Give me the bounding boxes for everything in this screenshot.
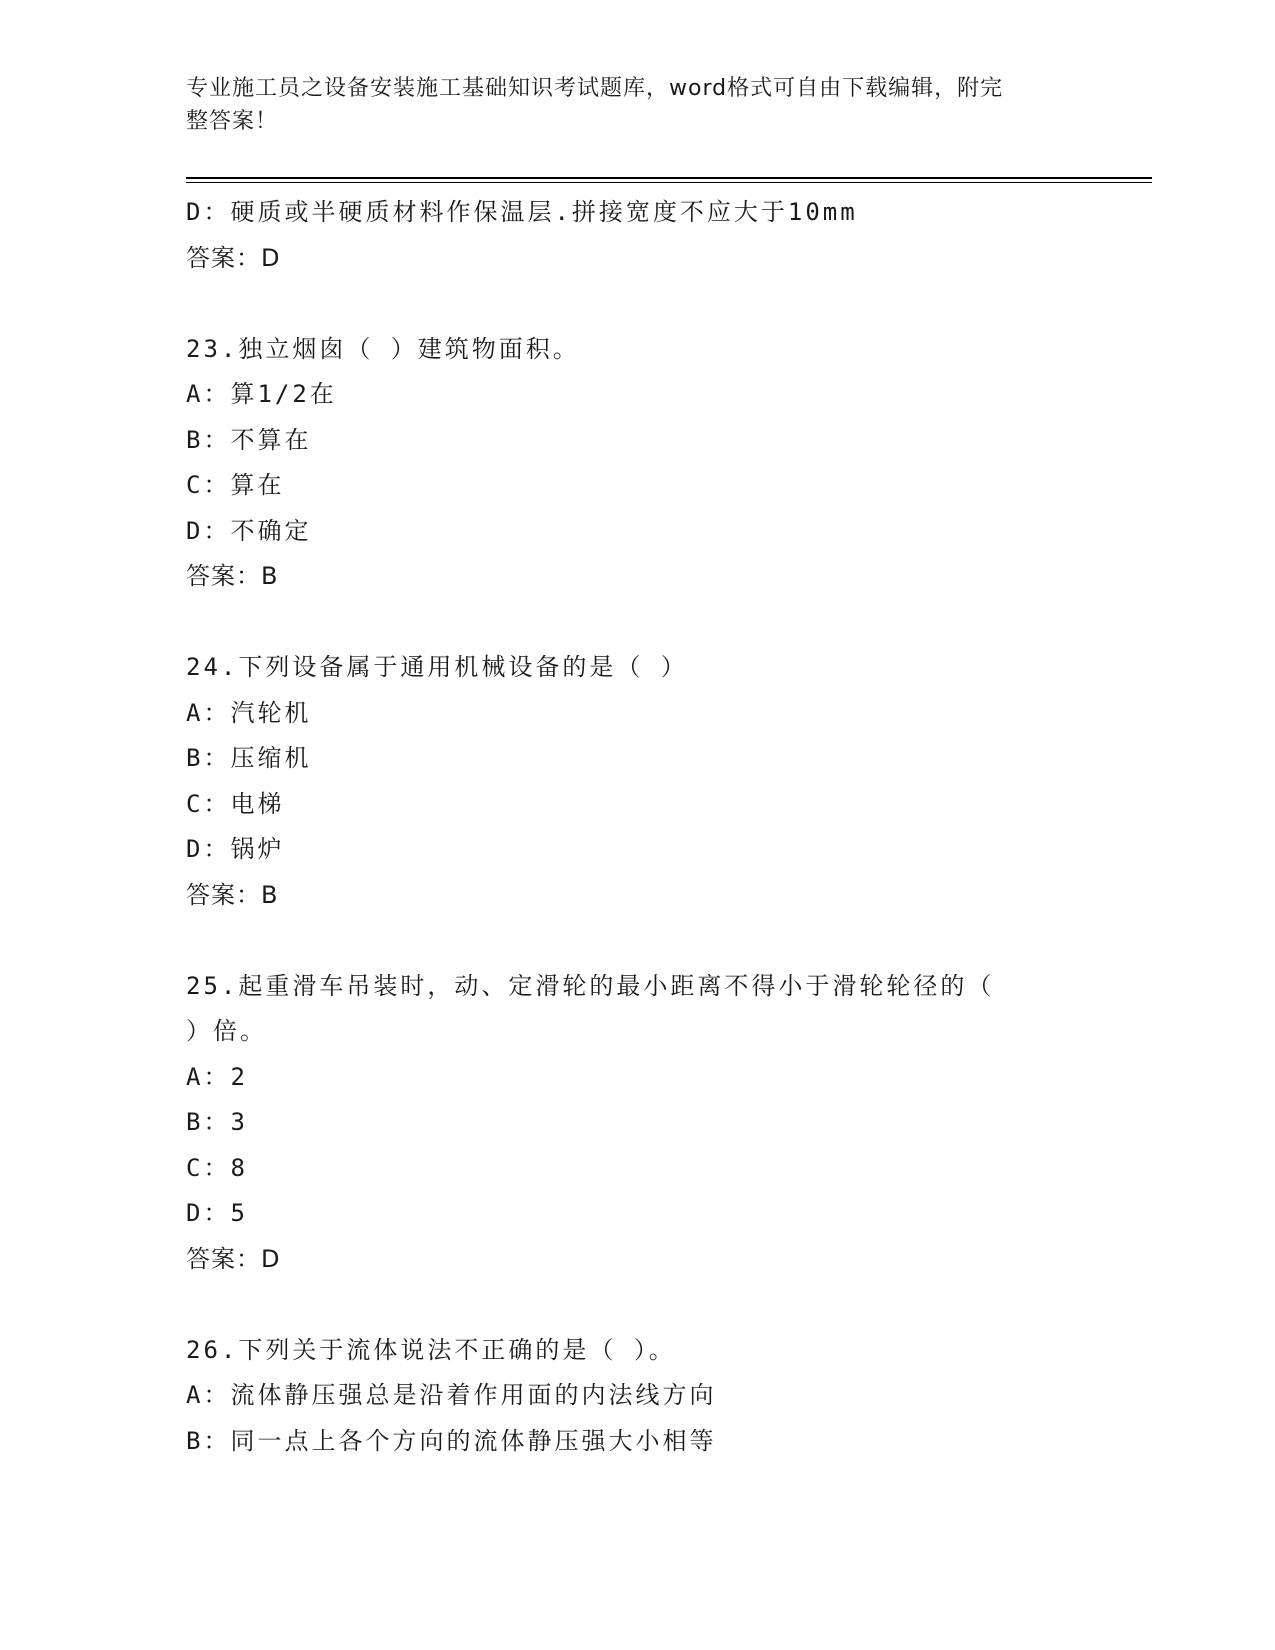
question-26-text: 26.下列关于流体说法不正确的是（ ）。	[186, 1335, 676, 1364]
spacer	[186, 1282, 1136, 1328]
question-26	[186, 1328, 1136, 1465]
header-title-line-1: 专业施工员之设备安装施工基础知识考试题库，word格式可自由下载编辑，附完	[186, 76, 1004, 101]
question-24-text: 24.下列设备属于通用机械设备的是（ ）	[186, 653, 688, 681]
header-divider-thin	[186, 182, 1152, 183]
question-25-option-b: B：3	[186, 1108, 248, 1136]
document-body	[186, 190, 1136, 1464]
header-divider-thick	[186, 177, 1152, 179]
page-header	[186, 72, 1066, 138]
question-23-option-c: C：算在	[186, 471, 285, 499]
question-26-option-a: A：流体静压强总是沿着作用面的内法线方向	[186, 1381, 717, 1409]
question-23-option-a: A：算1/2在	[186, 380, 337, 408]
question-23-option-b: B：不算在	[186, 425, 312, 454]
question-25-option-a: A：2	[186, 1062, 248, 1091]
header-title-line-2: 整答案！	[186, 109, 279, 134]
prev-question-answer: 答案：D	[186, 243, 281, 272]
spacer	[186, 918, 1136, 964]
spacer	[186, 600, 1136, 646]
question-25-option-d: D：5	[186, 1199, 248, 1227]
prev-question-option-d: D：硬质或半硬质材料作保温层.拼接宽度不应大于10mm	[186, 198, 858, 226]
question-24-option-b: B：压缩机	[186, 744, 312, 772]
question-24	[186, 645, 1136, 918]
question-23-answer: 答案：B	[186, 562, 279, 590]
question-23-text: 23.独立烟囱（ ）建筑物面积。	[186, 334, 580, 363]
question-24-option-c: C：电梯	[186, 789, 285, 818]
spacer	[186, 281, 1136, 327]
question-25-text-line-2: ）倍。	[186, 1017, 267, 1045]
question-24-option-a: A：汽轮机	[186, 698, 312, 727]
question-25	[186, 964, 1136, 1283]
question-24-answer: 答案：B	[186, 880, 279, 909]
question-23-option-d: D：不确定	[186, 516, 312, 545]
question-23	[186, 327, 1136, 600]
question-24-option-d: D：锅炉	[186, 835, 285, 863]
question-26-option-b: B：同一点上各个方向的流体静压强大小相等	[186, 1426, 717, 1455]
question-25-option-c: C：8	[186, 1153, 248, 1182]
question-25-text-line-1: 25.起重滑车吊装时，动、定滑轮的最小距离不得小于滑轮轮径的（	[186, 971, 995, 1000]
question-25-answer: 答案：D	[186, 1244, 281, 1273]
